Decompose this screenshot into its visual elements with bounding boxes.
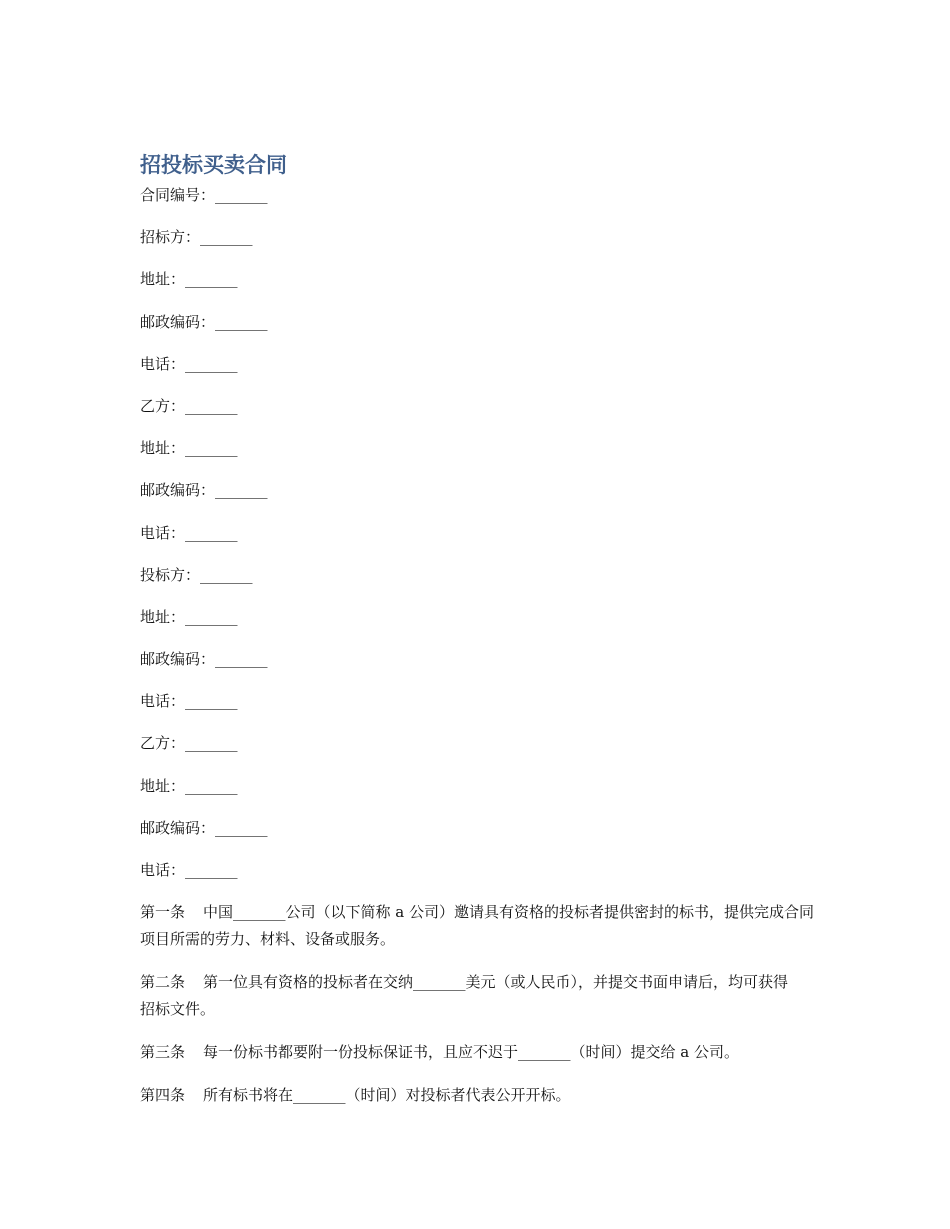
- field-label: 地址：: [140, 439, 186, 458]
- document-title: 招投标买卖合同: [140, 153, 287, 177]
- article-1: [140, 899, 820, 953]
- field-address: [140, 435, 820, 461]
- field-value: _______: [185, 396, 238, 415]
- article-number: 第三条: [140, 1043, 186, 1062]
- field-address: [140, 604, 820, 630]
- field-value: _______: [215, 312, 268, 331]
- field-postal-code: [140, 477, 820, 503]
- field-value: _______: [185, 861, 238, 879]
- field-label: 邮政编码：: [140, 481, 216, 500]
- field-value: _______: [215, 481, 268, 500]
- field-label: 电话：: [140, 692, 186, 711]
- field-label: 乙方：: [140, 396, 186, 415]
- field-party-b: [140, 393, 820, 419]
- field-party-b: [140, 730, 820, 756]
- article-number: 第四条: [140, 1086, 186, 1105]
- field-value: _______: [185, 439, 238, 458]
- field-value: _______: [185, 692, 238, 711]
- field-value: _______: [215, 650, 268, 669]
- field-contract-number: [140, 182, 820, 208]
- article-text: 所有标书将在_______（时间）对投标者代表公开开标。: [203, 1086, 571, 1105]
- field-postal-code: [140, 646, 820, 672]
- article-text: 中国_______公司（以下简称 a 公司）邀请具有资格的投标者提供密封的标书，提供完成合同项目所需的劳力、材料、设备或服务。: [140, 903, 814, 949]
- field-value: _______: [185, 734, 238, 753]
- field-label: 招标方：: [140, 228, 201, 247]
- contract-document: [140, 150, 820, 1125]
- field-label: 乙方：: [140, 734, 186, 753]
- field-label: 邮政编码：: [140, 312, 216, 331]
- field-value: _______: [215, 186, 268, 204]
- article-text: 每一份标书都要附一份投标保证书，且应不迟于_______（时间）提交给 a 公司。: [203, 1043, 739, 1062]
- field-value: _______: [185, 776, 238, 795]
- field-value: _______: [215, 818, 268, 837]
- field-value: _______: [185, 354, 238, 373]
- field-label: 电话：: [140, 523, 186, 542]
- field-postal-code: [140, 309, 820, 335]
- article-text: 第一位具有资格的投标者在交纳_______美元（或人民币），并提交书面申请后，均可获得招标文件。: [140, 973, 789, 1019]
- article-number: 第一条: [140, 903, 186, 922]
- field-label: 合同编号：: [140, 186, 216, 204]
- field-address: [140, 773, 820, 799]
- field-value: _______: [185, 270, 238, 289]
- field-bidder: [140, 562, 820, 588]
- field-tenderer: [140, 224, 820, 250]
- field-phone: [140, 520, 820, 546]
- field-label: 投标方：: [140, 565, 201, 584]
- field-label: 地址：: [140, 270, 186, 289]
- field-phone: [140, 688, 820, 714]
- article-4: [140, 1082, 820, 1109]
- field-label: 地址：: [140, 776, 186, 795]
- field-value: _______: [185, 607, 238, 626]
- field-phone: [140, 857, 820, 883]
- field-label: 邮政编码：: [140, 650, 216, 669]
- article-3: [140, 1039, 820, 1066]
- field-label: 地址：: [140, 607, 186, 626]
- article-2: [140, 969, 790, 1023]
- article-number: 第二条: [140, 973, 186, 992]
- field-value: _______: [185, 523, 238, 542]
- field-label: 邮政编码：: [140, 818, 216, 837]
- field-value: _______: [200, 565, 253, 584]
- field-label: 电话：: [140, 354, 186, 373]
- field-label: 电话：: [140, 861, 186, 879]
- field-value: _______: [200, 228, 253, 247]
- field-postal-code: [140, 815, 820, 841]
- field-address: [140, 266, 820, 292]
- field-phone: [140, 351, 820, 377]
